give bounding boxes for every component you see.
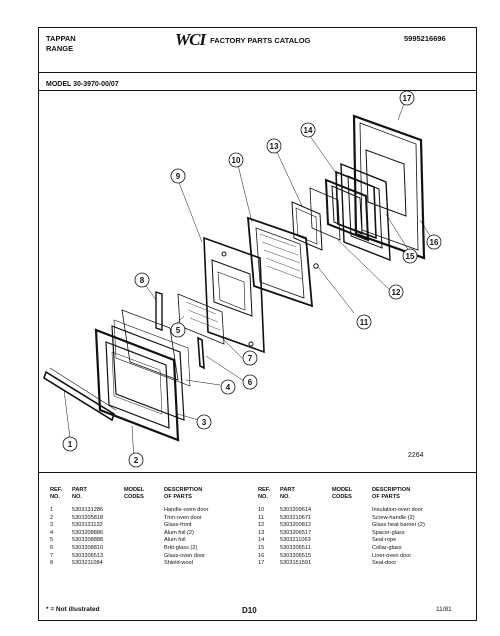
description-cell: Handle-oven door <box>164 507 209 513</box>
table-divider <box>38 472 477 473</box>
description-cell: Trim-oven door <box>164 514 202 521</box>
part-number-cell: 5303131286 <box>72 507 104 513</box>
ref-cell: 12 <box>258 522 265 529</box>
callout-13: 13 <box>269 142 279 151</box>
model-code-cell <box>124 553 164 561</box>
model-code-cell <box>124 522 164 530</box>
model-code-cell <box>124 530 164 538</box>
table-row <box>258 545 460 553</box>
model-code-cell <box>124 545 164 553</box>
header-divider <box>38 72 477 73</box>
table-row <box>50 560 252 568</box>
table-row <box>258 530 460 538</box>
table-row <box>258 515 460 523</box>
description-cell: Glass heat barrier (2) <box>372 522 425 529</box>
description-cell: Seal-rope <box>372 537 397 544</box>
callout-4: 4 <box>225 383 231 392</box>
part-number-cell: 5303208810 <box>72 544 104 551</box>
callout-9: 9 <box>175 172 181 181</box>
ref-cell: 14 <box>258 537 265 544</box>
callout-7: 7 <box>247 354 253 363</box>
footnote: * = Not illustrated <box>46 606 100 613</box>
ref-cell: 17 <box>258 560 265 567</box>
description-cell: Liner-oven door <box>372 552 412 559</box>
part-number-cell: 5303131132 <box>72 522 103 529</box>
part-number-cell: 5303206511 <box>280 544 311 551</box>
table-row <box>258 522 460 530</box>
model-code-cell <box>124 515 164 523</box>
callout-3: 3 <box>201 418 207 427</box>
table-row <box>258 537 460 545</box>
table-row <box>50 522 252 530</box>
description-cell: Alum foil (2) <box>164 529 194 536</box>
header-ref: REF. <box>50 487 63 493</box>
header-codes: CODES <box>332 494 352 500</box>
callout-1: 1 <box>67 440 73 449</box>
model-code-cell <box>332 545 372 553</box>
parts-table-right <box>258 487 460 568</box>
callout-5: 5 <box>175 326 181 335</box>
parts-table-left <box>50 487 252 568</box>
table-row <box>50 545 252 553</box>
callout-14: 14 <box>303 126 313 135</box>
part-number-cell: 5303206515 <box>280 552 312 559</box>
header-codes: CODES <box>124 494 144 500</box>
catalog-header <box>175 32 310 48</box>
model-code-cell <box>124 537 164 545</box>
callout-11: 11 <box>359 318 369 327</box>
ref-cell: 11 <box>258 514 264 521</box>
callout-12: 12 <box>391 288 401 297</box>
model-code-cell <box>332 537 372 545</box>
part-number-cell: 5303206517 <box>280 529 312 536</box>
ref-cell: 1 <box>50 507 54 513</box>
table-row <box>50 515 252 523</box>
part-number-cell: 5303200812 <box>280 522 312 529</box>
ref-cell: 8 <box>50 560 54 567</box>
catalog-title: FACTORY PARTS CATALOG <box>210 35 311 45</box>
header-ref-no: NO. <box>50 494 60 500</box>
ref-cell: 6 <box>50 544 54 551</box>
ref-cell: 2 <box>50 514 54 521</box>
header-ref-no: NO. <box>258 494 268 500</box>
table-row <box>50 507 252 515</box>
description-cell: Alum foil <box>164 537 186 544</box>
table-body <box>258 507 460 568</box>
table-header <box>258 487 460 507</box>
callout-16: 16 <box>429 238 439 247</box>
catalog-number: 5995216696 <box>404 34 446 43</box>
model-code-cell <box>124 560 164 568</box>
table-header <box>50 487 252 507</box>
header-part-no: NO. <box>72 494 82 500</box>
description-cell: Spacer-glass <box>372 529 405 536</box>
catalog-date: 11/81 <box>436 606 452 613</box>
model-code-cell <box>332 560 372 568</box>
drawing-code: 2264 <box>408 452 424 459</box>
table-body <box>50 507 252 568</box>
table-row <box>50 530 252 538</box>
description-cell: Collar-glass <box>372 544 402 551</box>
wci-logo: WCI <box>175 30 206 49</box>
ref-cell: 10 <box>258 507 265 513</box>
product-type: RANGE <box>46 44 74 53</box>
header-of-parts: OF PARTS <box>372 494 400 500</box>
ref-cell: 15 <box>258 544 265 551</box>
table-row <box>50 537 252 545</box>
callout-17: 17 <box>402 94 412 103</box>
part-number-cell: 5303211063 <box>280 537 311 544</box>
model-code-cell <box>332 530 372 538</box>
model-code-cell <box>332 515 372 523</box>
exploded-oven-door-diagram <box>38 90 477 470</box>
header-model: MODEL <box>124 487 145 493</box>
model-code-cell <box>124 507 164 515</box>
part-number-cell: 5303208886 <box>72 529 104 536</box>
part-number-cell: 5303211084 <box>72 560 103 567</box>
callout-8: 8 <box>139 276 145 285</box>
callout-15: 15 <box>405 252 415 261</box>
description-cell: Insulation-oven door <box>372 507 423 513</box>
table-row <box>258 507 460 515</box>
ref-cell: 7 <box>50 552 54 559</box>
part-number-cell: 5303210671 <box>280 514 312 521</box>
header-part: PART <box>280 487 295 493</box>
brand-name: TAPPAN <box>46 34 76 43</box>
header-ref: REF. <box>258 487 271 493</box>
header-description: DESCRIPTION <box>164 487 203 493</box>
ref-cell: 3 <box>50 522 54 529</box>
part-number-cell: 5303208888 <box>72 537 104 544</box>
callout-6: 6 <box>247 378 253 387</box>
ref-cell: 13 <box>258 529 265 536</box>
ref-cell: 4 <box>50 529 54 536</box>
table-row <box>258 560 460 568</box>
description-cell: Shield-wool <box>164 560 193 567</box>
table-row <box>50 553 252 561</box>
callout-2: 2 <box>133 456 139 465</box>
header-of-parts: OF PARTS <box>164 494 192 500</box>
header-model: MODEL <box>332 487 353 493</box>
ref-cell: 5 <box>50 537 54 544</box>
part-number-cell: 5303206513 <box>72 552 104 559</box>
description-cell: Screw-handle (2) <box>372 514 415 521</box>
brand-block <box>46 34 76 54</box>
part-number-cell: 5303205818 <box>72 514 104 521</box>
description-cell: Glass-oven door <box>164 552 206 559</box>
callout-10: 10 <box>231 156 241 165</box>
header-description: DESCRIPTION <box>372 487 411 493</box>
part-number-cell: 5303151591 <box>280 560 312 567</box>
part-number-cell: 5303209614 <box>280 507 312 513</box>
header-part-no: NO. <box>280 494 290 500</box>
ref-cell: 16 <box>258 552 265 559</box>
description-cell: Seal-door <box>372 560 397 567</box>
page-code: D10 <box>242 606 257 615</box>
model-code-cell <box>332 507 372 515</box>
model-code-cell <box>332 522 372 530</box>
description-cell: Glass-front <box>164 522 192 529</box>
header-part: PART <box>72 487 87 493</box>
description-cell: Brkt-glass (2) <box>164 544 198 551</box>
table-row <box>258 553 460 561</box>
model-code-cell <box>332 553 372 561</box>
model-label: MODEL 30-3970-00/07 <box>46 81 119 88</box>
